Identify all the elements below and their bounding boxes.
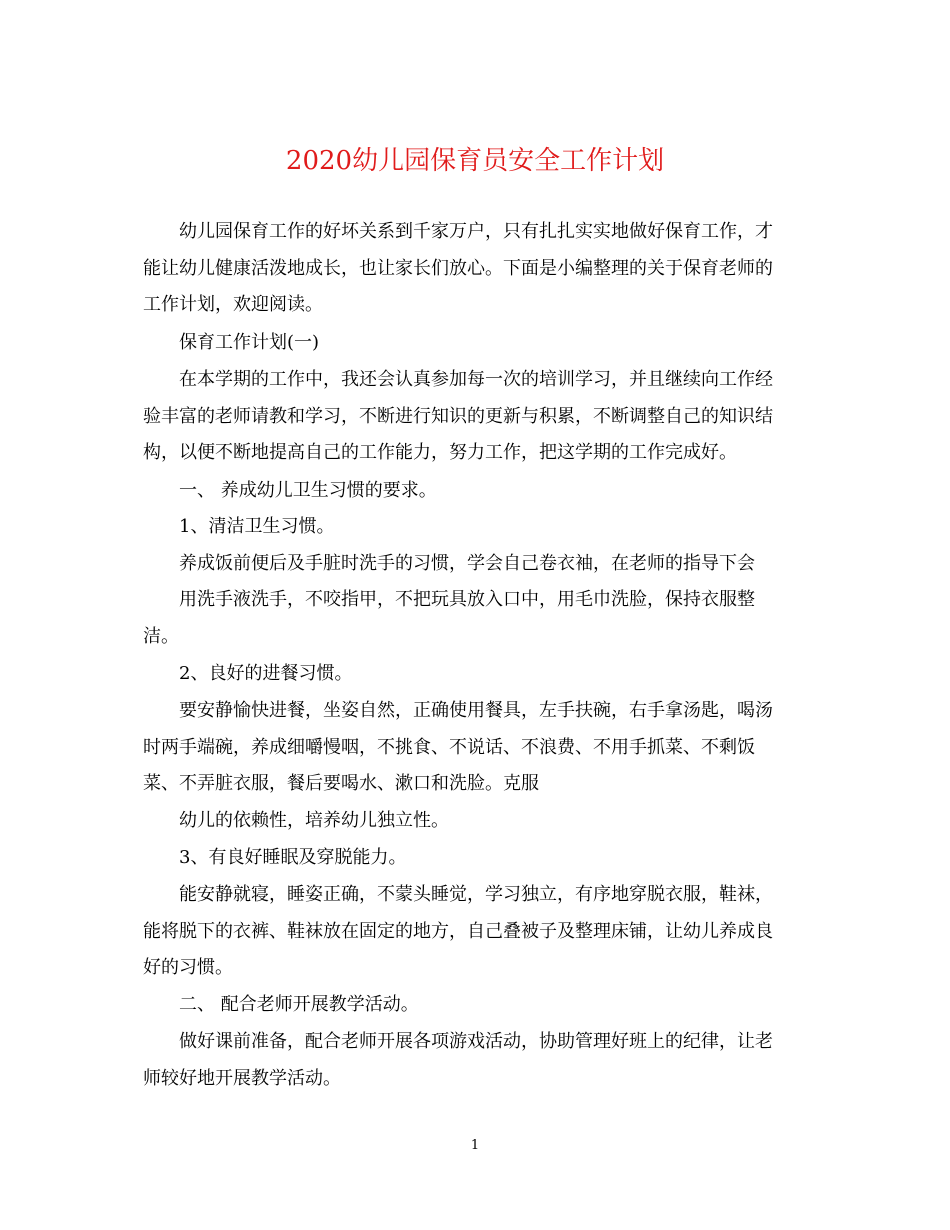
paragraph-line: 做好课前准备，配合老师开展各项游戏活动，协助管理好班上的纪律，让老 — [179, 1031, 773, 1052]
paragraph-line: 好的习惯。 — [143, 957, 233, 978]
paragraph-line: 菜、不弄脏衣服，餐后要喝水、漱口和洗脸。克服 — [143, 773, 539, 794]
subsection-heading: 2、良好的进餐习惯。 — [179, 663, 353, 684]
paragraph-line: 洁。 — [143, 626, 179, 647]
paragraph-line: 时两手端碗，养成细嚼慢咽，不挑食、不说话、不浪费、不用手抓菜、不剩饭 — [143, 737, 755, 758]
paragraph-line: 工作计划，欢迎阅读。 — [143, 294, 323, 315]
paragraph-line: 构，以便不断地提高自己的工作能力，努力工作，把这学期的工作完成好。 — [143, 442, 737, 463]
paragraph-line: 在本学期的工作中，我还会认真参加每一次的培训学习，并且继续向工作经 — [179, 369, 773, 390]
paragraph-line: 用洗手液洗手，不咬指甲，不把玩具放入口中，用毛巾洗脸，保持衣服整 — [179, 589, 755, 610]
page-number: 1 — [470, 1138, 480, 1153]
paragraph-line: 能将脱下的衣裤、鞋袜放在固定的地方，自己叠被子及整理床铺，让幼儿养成良 — [143, 921, 773, 942]
document-title: 2020幼儿园保育员安全工作计划 — [285, 146, 665, 176]
paragraph-line: 师较好地开展教学活动。 — [143, 1068, 341, 1089]
section-heading: 二、 配合老师开展教学活动。 — [179, 994, 419, 1015]
subsection-heading: 1、清洁卫生习惯。 — [179, 516, 335, 537]
paragraph-line: 幼儿园保育工作的好坏关系到千家万户，只有扎扎实实地做好保育工作，才 — [179, 221, 773, 242]
paragraph-line: 能让幼儿健康活泼地成长，也让家长们放心。下面是小编整理的关于保育老师的 — [143, 258, 773, 279]
paragraph-line: 能安静就寝，睡姿正确，不蒙头睡觉，学习独立，有序地穿脱衣服，鞋袜， — [179, 884, 773, 905]
paragraph-line: 验丰富的老师请教和学习，不断进行知识的更新与积累，不断调整自己的知识结 — [143, 406, 773, 427]
subsection-heading: 3、有良好睡眠及穿脱能力。 — [179, 847, 407, 868]
section-heading: 保育工作计划(一) — [179, 332, 320, 353]
section-heading: 一、 养成幼儿卫生习惯的要求。 — [179, 480, 437, 501]
paragraph-line: 幼儿的依赖性，培养幼儿独立性。 — [179, 810, 449, 831]
paragraph-line: 要安静愉快进餐，坐姿自然，正确使用餐具，左手扶碗，右手拿汤匙，喝汤 — [179, 700, 773, 721]
paragraph-line: 养成饭前便后及手脏时洗手的习惯，学会自己卷衣袖，在老师的指导下会 — [179, 553, 755, 574]
